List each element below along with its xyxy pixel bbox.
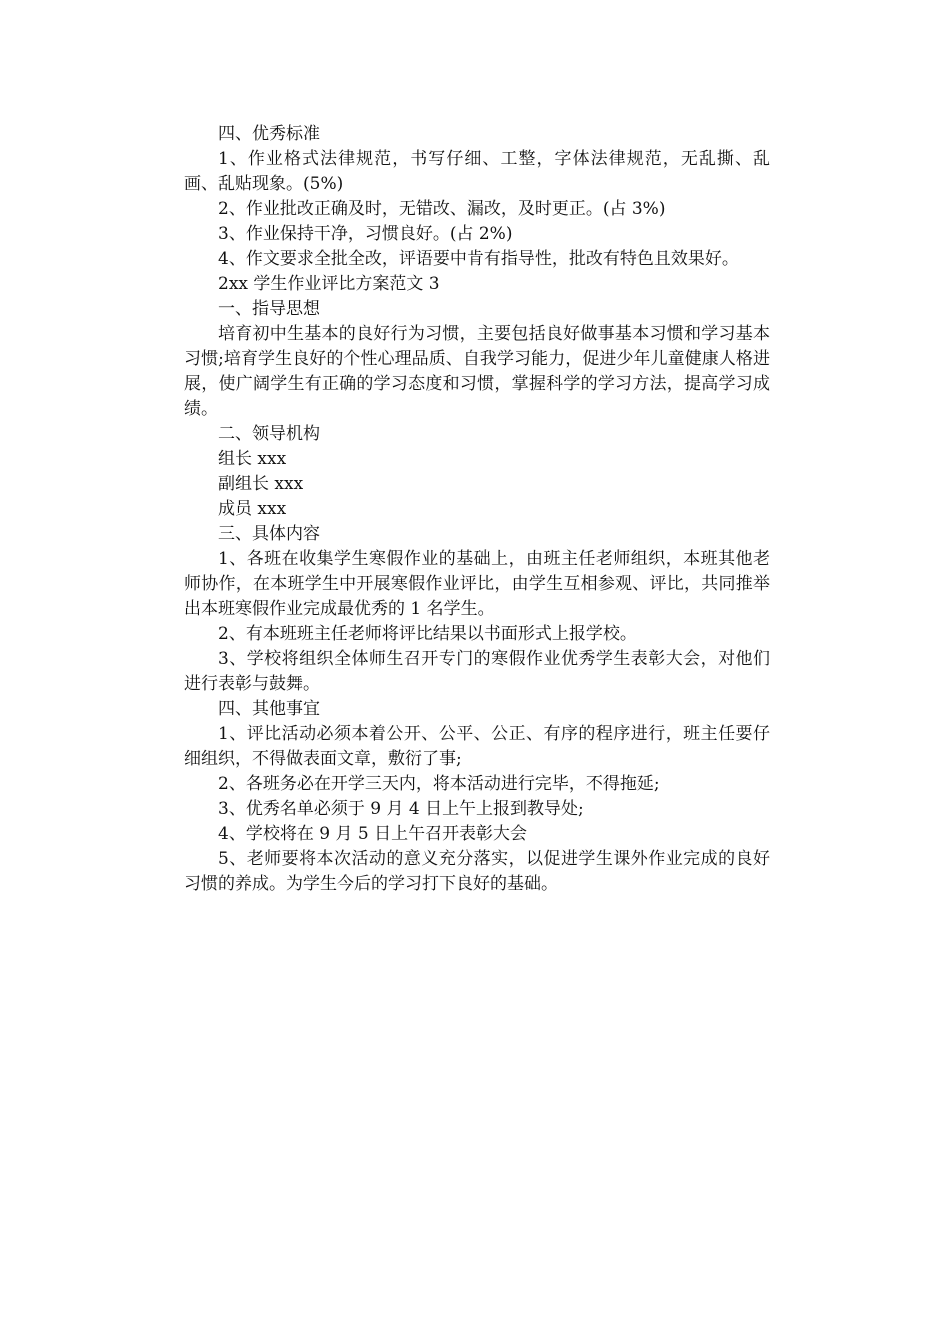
paragraph-content-2: 2、有本班班主任老师将评比结果以书面形式上报学校。 bbox=[218, 624, 637, 644]
paragraph-other-1: 1、评比活动必须本着公开、公平、公正、有序的程序进行，班主任要仔细组织，不得做表面文章，敷衍了事; bbox=[184, 724, 770, 769]
paragraph-other-3: 3、优秀名单必须于 9 月 4 日上午上报到教导处; bbox=[218, 799, 584, 819]
paragraph-members: 成员 xxx bbox=[218, 499, 287, 519]
paragraph-content-3: 3、学校将组织全体师生召开专门的寒假作业优秀学生表彰大会，对他们进行表彰与鼓舞。 bbox=[184, 649, 770, 694]
document-title-sample-3: 2xx 学生作业评比方案范文 3 bbox=[218, 274, 440, 294]
paragraph-other-5: 5、老师要将本次活动的意义充分落实，以促进学生课外作业完成的良好习惯的养成。为学生今后的学习打下良好的基础。 bbox=[184, 849, 770, 894]
section-heading-other-matters: 四、其他事宜 bbox=[218, 699, 320, 719]
paragraph-leader: 组长 xxx bbox=[218, 449, 287, 469]
document-page bbox=[184, 122, 770, 897]
paragraph-standard-2: 2、作业批改正确及时，无错改、漏改，及时更正。(占 3%) bbox=[218, 199, 666, 219]
paragraph-guiding-thought: 培育初中生基本的良好行为习惯，主要包括良好做事基本习惯和学习基本习惯;培育学生良好的个性心理品质、自我学习能力，促进少年儿童健康人格进展，使广阔学生有正确的学习态度和习惯，掌握科学的学习方法，提高学习成绩。 bbox=[184, 324, 770, 419]
section-heading-leadership: 二、领导机构 bbox=[218, 424, 320, 444]
section-heading-guiding-thought: 一、指导思想 bbox=[218, 299, 320, 319]
paragraph-standard-4: 4、作文要求全批全改，评语要中肯有指导性，批改有特色且效果好。 bbox=[218, 249, 739, 269]
section-heading-specific-content: 三、具体内容 bbox=[218, 524, 320, 544]
section-heading-excellence-standard: 四、优秀标准 bbox=[218, 124, 320, 144]
paragraph-content-1: 1、各班在收集学生寒假作业的基础上，由班主任老师组织，本班其他老师协作，在本班学生中开展寒假作业评比，由学生互相参观、评比，共同推举出本班寒假作业完成最优秀的 1 名学生。 bbox=[184, 549, 770, 619]
paragraph-other-4: 4、学校将在 9 月 5 日上午召开表彰大会 bbox=[218, 824, 528, 844]
paragraph-standard-1: 1、作业格式法律规范，书写仔细、工整，字体法律规范，无乱撕、乱画、乱贴现象。(5%) bbox=[184, 149, 770, 194]
paragraph-standard-3: 3、作业保持干净，习惯良好。(占 2%) bbox=[218, 224, 513, 244]
paragraph-deputy-leader: 副组长 xxx bbox=[218, 474, 304, 494]
paragraph-other-2: 2、各班务必在开学三天内，将本活动进行完毕，不得拖延; bbox=[218, 774, 660, 794]
